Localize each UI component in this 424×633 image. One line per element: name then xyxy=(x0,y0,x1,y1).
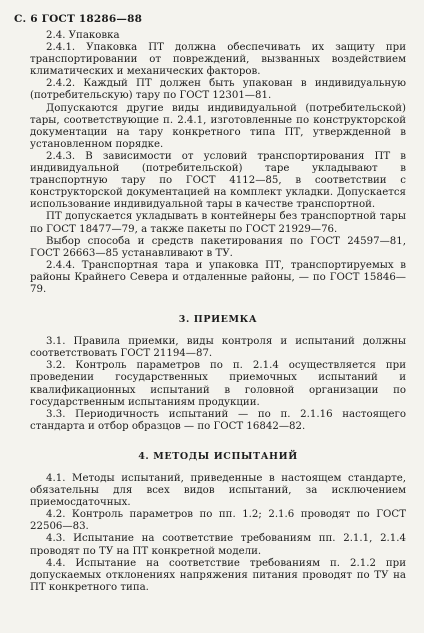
paragraph-3-1: 3.1. Правила приемки, виды контроля и испытаний должны соответствовать ГОСТ 21194—87. xyxy=(30,336,406,360)
paragraph-2-4-1: 2.4.1. Упаковка ПТ должна обеспечивать их защиту при транспортировании от повреждений, вызванных воздействием климатических и механических факторов. xyxy=(30,42,406,78)
paragraph-2-4-2-continued: Допускаются другие виды индивидуальной (потребительской) тары, соответствующие п. 2.4.1, изготовленные по конструкторской документации на тару конкретного типа ПТ, утвержденной в установленном порядке. xyxy=(30,102,406,150)
section-3-title: 3. ПРИЕМКА xyxy=(178,314,258,326)
paragraph-4-3: 4.3. Испытание на соответствие требованиям пп. 2.1.1, 2.1.4 проводят по ТУ на ПТ конкретной модели. xyxy=(30,533,406,557)
paragraph-4-1: 4.1. Методы испытаний, приведенные в настоящем стандарте, обязательны для всех видов испытаний, за исключением приемосдаточных. xyxy=(30,473,406,509)
page-header: С. 6 ГОСТ 18286—88 xyxy=(14,13,143,25)
paragraph-2-4-3: 2.4.3. В зависимости от условий транспортирования ПТ в индивидуальной (потребительской) таре укладывают в транспортную тару по ГОСТ 4112—85, в соответствии с конструкторской документацией на комплект укладки. Допускается использование индивидуальной тары в качестве транспортной. xyxy=(30,150,406,211)
section-4-title: 4. МЕТОДЫ ИСПЫТАНИЙ xyxy=(138,450,298,462)
subsection-heading-2-4: 2.4. Упаковка xyxy=(46,30,120,41)
paragraph-3-3: 3.3. Периодичность испытаний — по п. 2.1.16 настоящего стандарта и отбор образцов — по ГОСТ 16842—82. xyxy=(30,408,406,432)
paragraph-containers: ПТ допускается укладывать в контейнеры без транспортной тары по ГОСТ 18477—79, а также пакеты по ГОСТ 21929—76. xyxy=(30,211,406,235)
paragraph-2-4-2: 2.4.2. Каждый ПТ должен быть упакован в индивидуальную (потребительскую) тару по ГОСТ 12301—81. xyxy=(30,78,406,102)
document-body xyxy=(30,30,406,594)
paragraph-3-2: 3.2. Контроль параметров по п. 2.1.4 осуществляется при проведении государственных приемочных испытаний и квалификационных испытаний в головной организации по государственным испытаниям продукции. xyxy=(30,360,406,408)
paragraph-4-2: 4.2. Контроль параметров по пп. 1.2; 2.1.6 проводят по ГОСТ 22506—83. xyxy=(30,509,406,533)
paragraph-packaging-choice: Выбор способа и средств пакетирования по ГОСТ 24597—81, ГОСТ 26663—85 устанавливают в ТУ. xyxy=(30,235,406,259)
paragraph-2-4-4: 2.4.4. Транспортная тара и упаковка ПТ, транспортируемых в районы Крайнего Севера и отдаленные районы, — по ГОСТ 15846—79. xyxy=(30,259,406,295)
paragraph-4-4: 4.4. Испытание на соответствие требованиям п. 2.1.2 при допускаемых отклонениях напряжения питания проводят по ТУ на ПТ конкретного типа. xyxy=(30,557,406,593)
